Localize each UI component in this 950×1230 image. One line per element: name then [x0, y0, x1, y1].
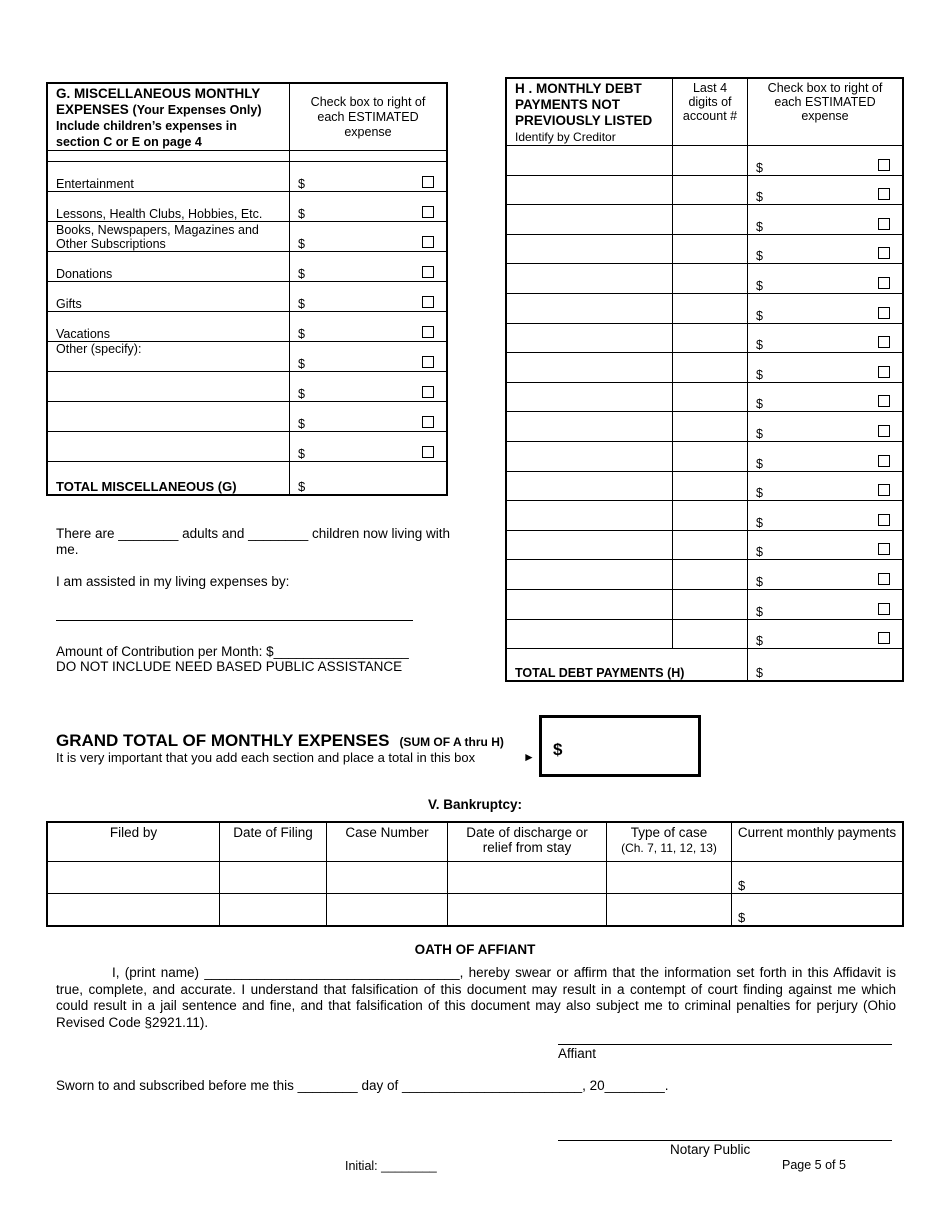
debt-row [506, 441, 903, 471]
creditor-cell[interactable] [506, 146, 673, 176]
account-digits-header: Last 4 digits of account # [673, 78, 748, 146]
debt-row [506, 589, 903, 619]
estimated-checkbox[interactable] [878, 277, 890, 289]
case-type-cell[interactable] [607, 894, 732, 927]
currency-symbol: $ [756, 515, 763, 530]
account-digits-cell[interactable] [673, 382, 748, 412]
debt-amount-cell[interactable] [748, 146, 904, 176]
notary-signature-line[interactable] [558, 1140, 892, 1141]
creditor-cell[interactable] [506, 471, 673, 501]
notary-label: Notary Public [670, 1142, 751, 1157]
currency-symbol: $ [756, 338, 763, 353]
account-digits-cell[interactable] [673, 589, 748, 619]
currency-symbol: $ [298, 297, 305, 311]
filing-date-cell[interactable] [220, 862, 327, 894]
debt-row [506, 353, 903, 383]
filed-by-cell[interactable] [47, 894, 220, 927]
col-monthly-payments: Current monthly payments [732, 822, 904, 862]
debt-amount-cell[interactable] [748, 589, 904, 619]
account-digits-cell[interactable] [673, 293, 748, 323]
debt-row [506, 412, 903, 442]
oath-body [56, 965, 896, 1031]
currency-symbol: $ [756, 219, 763, 234]
currency-symbol: $ [298, 267, 305, 281]
oath-text: I, (print name) __________________________________, hereby swear or affirm that the information set forth in this Affidavit is true, complete, and accurate. I understand that falsification of this document may result in a contempt of court finding against me which could result in a jail sentence and fine, and that falsification of this document may also subject me to criminal penalties for perjury (Ohio Revised Code §2921.11). [56, 965, 896, 1030]
assisted-by-line[interactable] [56, 620, 413, 621]
estimated-checkbox[interactable] [422, 326, 434, 338]
misc-row [47, 192, 447, 222]
creditor-cell[interactable] [506, 412, 673, 442]
section-g-title-line3: Include children’s expenses in [56, 119, 237, 133]
section-h-title-line1: H . MONTHLY DEBT [515, 81, 642, 96]
col-type-of-case [607, 822, 732, 862]
estimated-checkbox[interactable] [878, 366, 890, 378]
estimated-checkbox[interactable] [878, 247, 890, 259]
account-digits-cell[interactable] [673, 175, 748, 205]
oath-title: OATH OF AFFIANT [414, 942, 536, 957]
estimated-checkbox[interactable] [878, 159, 890, 171]
account-digits-cell[interactable] [673, 471, 748, 501]
estimated-checkbox[interactable] [878, 573, 890, 585]
account-digits-cell[interactable] [673, 412, 748, 442]
debt-row [506, 471, 903, 501]
account-digits-cell[interactable] [673, 619, 748, 649]
other-specify-field[interactable] [47, 402, 290, 432]
debt-row [506, 205, 903, 235]
bankruptcy-table [46, 821, 904, 927]
currency-symbol: $ [738, 878, 746, 893]
currency-symbol: $ [756, 666, 763, 681]
case-number-cell[interactable] [327, 862, 448, 894]
currency-symbol: $ [756, 486, 763, 501]
estimated-checkbox[interactable] [422, 206, 434, 218]
debt-amount-cell[interactable] [748, 441, 904, 471]
section-g-title [47, 83, 290, 151]
debt-amount-cell[interactable] [748, 293, 904, 323]
section-g-title-line2: EXPENSES [56, 102, 129, 117]
misc-row [47, 402, 447, 432]
currency-symbol: $ [756, 426, 763, 441]
assisted-by-text: I am assisted in my living expenses by: [56, 574, 290, 589]
misc-row [47, 222, 447, 252]
misc-row-label: Books, Newspapers, Magazines and Other Subscriptions [47, 222, 290, 252]
debt-amount-cell[interactable] [748, 234, 904, 264]
account-digits-cell[interactable] [673, 441, 748, 471]
debt-amount-cell[interactable] [748, 501, 904, 531]
creditor-cell[interactable] [506, 323, 673, 353]
creditor-cell[interactable] [506, 353, 673, 383]
debt-row [506, 146, 903, 176]
account-digits-cell[interactable] [673, 353, 748, 383]
section-h-title-line3: PREVIOUSLY LISTED [515, 113, 653, 128]
household-count-text: There are ________ adults and ________ children now living with me. [56, 526, 451, 557]
other-specify-field[interactable] [47, 432, 290, 462]
creditor-cell[interactable] [506, 205, 673, 235]
creditor-cell[interactable] [506, 264, 673, 294]
case-number-cell[interactable] [327, 894, 448, 927]
grand-total-title-text: GRAND TOTAL OF MONTHLY EXPENSES [56, 731, 390, 750]
account-digits-cell[interactable] [673, 323, 748, 353]
debt-amount-cell[interactable] [748, 382, 904, 412]
affiant-signature-line[interactable] [558, 1044, 892, 1045]
debt-amount-cell[interactable] [748, 205, 904, 235]
contribution-text: Amount of Contribution per Month: $__________________ [56, 644, 409, 659]
debt-amount-cell[interactable] [748, 175, 904, 205]
estimated-checkbox[interactable] [422, 296, 434, 308]
estimated-checkbox[interactable] [878, 632, 890, 644]
filed-by-cell[interactable] [47, 862, 220, 894]
discharge-cell[interactable] [448, 894, 607, 927]
misc-row-label: Gifts [47, 282, 290, 312]
currency-symbol: $ [298, 207, 305, 221]
currency-symbol: $ [756, 249, 763, 264]
section-h-title-line2: PAYMENTS NOT [515, 97, 621, 112]
creditor-cell[interactable] [506, 501, 673, 531]
currency-symbol: $ [756, 308, 763, 323]
col-case-number: Case Number [327, 822, 448, 862]
estimated-checkbox[interactable] [878, 218, 890, 230]
account-digits-cell[interactable] [673, 264, 748, 294]
currency-symbol: $ [298, 417, 305, 431]
estimated-checkbox[interactable] [878, 307, 890, 319]
creditor-cell[interactable] [506, 175, 673, 205]
currency-symbol: $ [756, 545, 763, 560]
misc-row [47, 162, 447, 192]
payments-cell[interactable] [732, 894, 904, 927]
debt-amount-cell[interactable] [748, 323, 904, 353]
misc-row [47, 372, 447, 402]
debt-row [506, 264, 903, 294]
misc-row-label: Vacations [47, 312, 290, 342]
grand-total-sum-note: (SUM OF A thru H) [399, 735, 504, 749]
estimated-checkbox[interactable] [422, 266, 434, 278]
payments-cell[interactable] [732, 862, 904, 894]
debt-amount-cell[interactable] [748, 353, 904, 383]
debt-row [506, 619, 903, 649]
creditor-cell[interactable] [506, 441, 673, 471]
type-of-case-chapters: (Ch. 7, 11, 12, 13) [621, 841, 717, 855]
creditor-cell[interactable] [506, 619, 673, 649]
creditor-cell[interactable] [506, 589, 673, 619]
currency-symbol: $ [756, 604, 763, 619]
misc-row [47, 312, 447, 342]
debt-row [506, 530, 903, 560]
estimated-checkbox[interactable] [878, 514, 890, 526]
misc-row-label: Entertainment [47, 162, 290, 192]
bankruptcy-title: V. Bankruptcy: [427, 797, 523, 812]
arrow-right-icon: ► [523, 750, 535, 764]
initial-field[interactable]: Initial: ________ [345, 1159, 437, 1173]
misc-row-label: Donations [47, 252, 290, 282]
estimated-checkbox[interactable] [422, 416, 434, 428]
currency-symbol: $ [298, 387, 305, 401]
debt-total-row [506, 649, 903, 682]
grand-total-instruction: It is very important that you add each section and place a total in this box [56, 750, 476, 765]
misc-row [47, 252, 447, 282]
account-digits-cell[interactable] [673, 205, 748, 235]
misc-row [47, 282, 447, 312]
estimated-checkbox[interactable] [422, 356, 434, 368]
debt-row [506, 323, 903, 353]
currency-symbol: $ [298, 357, 305, 371]
estimated-checkbox[interactable] [878, 188, 890, 200]
grand-total-box[interactable] [539, 715, 701, 777]
estimated-checkbox[interactable] [878, 484, 890, 496]
currency-symbol: $ [756, 190, 763, 205]
creditor-cell[interactable] [506, 234, 673, 264]
debt-row [506, 293, 903, 323]
debt-row [506, 501, 903, 531]
sworn-statement: Sworn to and subscribed before me this ________ day of ________________________, 20________. [56, 1078, 669, 1093]
misc-row-label: Lessons, Health Clubs, Hobbies, Etc. [47, 192, 290, 222]
currency-symbol: $ [298, 479, 306, 494]
page-number: Page 5 of 5 [782, 1158, 846, 1172]
account-digits-cell[interactable] [673, 234, 748, 264]
account-digits-cell[interactable] [673, 146, 748, 176]
currency-symbol: $ [756, 634, 763, 649]
creditor-cell[interactable] [506, 382, 673, 412]
currency-symbol: $ [298, 177, 305, 191]
misc-row [47, 342, 447, 372]
section-g-check-header: Check box to right of each ESTIMATED expense [290, 83, 448, 151]
currency-symbol: $ [298, 327, 305, 341]
currency-symbol: $ [756, 456, 763, 471]
col-discharge-date: Date of discharge or relief from stay [448, 822, 607, 862]
currency-symbol: $ [756, 278, 763, 293]
debt-total-label: TOTAL DEBT PAYMENTS (H) [506, 649, 748, 682]
misc-expenses-table [46, 82, 448, 496]
debt-amount-cell[interactable] [748, 471, 904, 501]
debt-row [506, 175, 903, 205]
creditor-cell[interactable] [506, 293, 673, 323]
debt-amount-cell[interactable] [748, 530, 904, 560]
debt-amount-cell[interactable] [748, 264, 904, 294]
currency-symbol: $ [756, 574, 763, 589]
other-specify-field[interactable] [47, 372, 290, 402]
col-filed-by: Filed by [47, 822, 220, 862]
currency-symbol: $ [298, 237, 305, 251]
estimated-checkbox[interactable] [878, 395, 890, 407]
debt-row [506, 382, 903, 412]
estimated-checkbox[interactable] [422, 446, 434, 458]
section-g-title-line4: section C or E on page 4 [56, 135, 202, 149]
estimated-checkbox[interactable] [878, 543, 890, 555]
table-row [47, 894, 903, 927]
currency-symbol: $ [756, 367, 763, 382]
case-type-cell[interactable] [607, 862, 732, 894]
account-digits-cell[interactable] [673, 501, 748, 531]
creditor-cell[interactable] [506, 530, 673, 560]
estimated-checkbox[interactable] [878, 336, 890, 348]
section-h-identify: Identify by Creditor [515, 130, 616, 144]
grand-total-title [56, 731, 504, 751]
type-of-case-label: Type of case [630, 825, 708, 840]
affiant-label: Affiant [558, 1046, 597, 1061]
misc-row [47, 432, 447, 462]
currency-symbol: $ [756, 397, 763, 412]
col-date-of-filing: Date of Filing [220, 822, 327, 862]
discharge-cell[interactable] [448, 862, 607, 894]
table-row [47, 862, 903, 894]
section-g-title-line1: G. MISCELLANEOUS MONTHLY [56, 86, 261, 101]
misc-total-label: TOTAL MISCELLANEOUS (G) [47, 462, 290, 496]
debt-payments-table [505, 77, 904, 682]
debt-row [506, 560, 903, 590]
account-digits-cell[interactable] [673, 560, 748, 590]
section-h-title [506, 78, 673, 146]
debt-amount-cell[interactable] [748, 560, 904, 590]
estimated-checkbox[interactable] [422, 176, 434, 188]
debt-amount-cell[interactable] [748, 619, 904, 649]
currency-symbol: $ [298, 447, 305, 461]
debt-row [506, 234, 903, 264]
section-g-title-note: (Your Expenses Only) [132, 103, 262, 117]
currency-symbol: $ [553, 740, 563, 759]
section-h-check-header: Check box to right of each ESTIMATED expense [748, 78, 904, 146]
estimated-checkbox[interactable] [422, 236, 434, 248]
estimated-checkbox[interactable] [878, 603, 890, 615]
estimated-checkbox[interactable] [878, 455, 890, 467]
account-digits-cell[interactable] [673, 530, 748, 560]
currency-symbol: $ [738, 910, 746, 925]
misc-row-label: Other (specify): [47, 342, 290, 372]
currency-symbol: $ [756, 160, 763, 175]
estimated-checkbox[interactable] [878, 425, 890, 437]
estimated-checkbox[interactable] [422, 386, 434, 398]
filing-date-cell[interactable] [220, 894, 327, 927]
creditor-cell[interactable] [506, 560, 673, 590]
misc-total-row [47, 462, 447, 496]
public-assistance-note: DO NOT INCLUDE NEED BASED PUBLIC ASSISTANCE [56, 659, 403, 674]
debt-amount-cell[interactable] [748, 412, 904, 442]
